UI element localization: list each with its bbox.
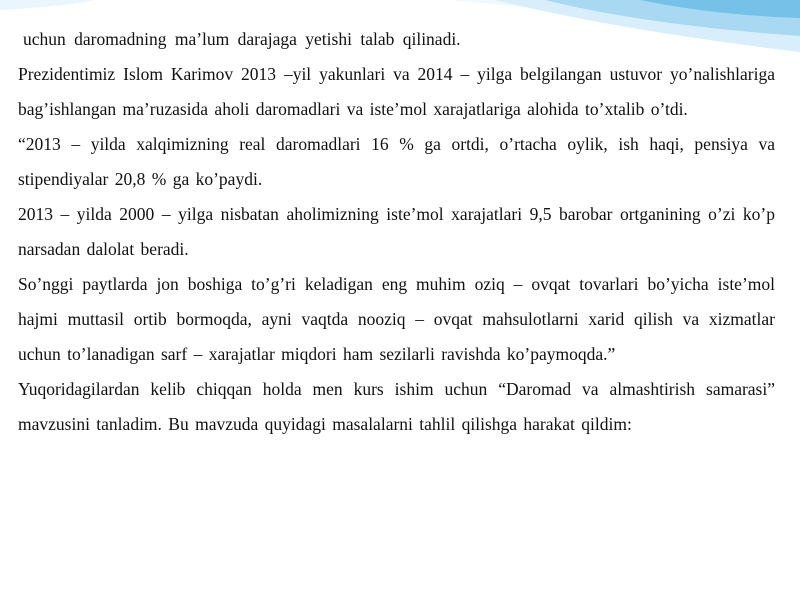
paragraph-president-address: Prezidentimiz Islom Karimov 2013 –yil yakunlari va 2014 – yilga belgilangan ustuvor yo’nalishlariga bag’ishlangan ma’ruzasida aholi daromadlari va iste’mol xarajatlariga alohida to’xtalib o’tdi.	[18, 64, 775, 119]
paragraph-topic-choice: Yuqoridagilardan kelib chiqqan holda men kurs ishim uchun “Daromad va almashtirish samarasi” mavzusini tanladim. Bu mavzuda quyidagi masalalarni tahlil qilishga harakat qildim:	[18, 379, 775, 434]
paragraph-income-growth: “2013 – yilda xalqimizning real daromadlari 16 % ga ortdi, o’rtacha oylik, ish haqi, pensiya va stipendiyalar 20,8 % ga ko’paydi.	[18, 134, 775, 189]
paragraph-consumption-trend: So’nggi paytlarda jon boshiga to’g’ri keladigan eng muhim oziq – ovqat tovarlari bo’yicha iste’mol hajmi muttasil ortib bormoqda, ayni vaqtda nooziq – ovqat mahsulotlarni xarid qilish va xizmatlar uchun to’lanadigan sarf – xarajatlar miqdori ham sezilarli ravishda ko’paymoqda.”	[18, 274, 775, 364]
intro-line: uchun daromadning ma’lum darajaga yetishi talab qilinadi.	[23, 29, 461, 49]
paragraph-consumption-growth: 2013 – yilda 2000 – yilga nisbatan aholimizning iste’mol xarajatlari 9,5 barobar ortganining o’zi ko’p narsadan dalolat beradi.	[18, 204, 775, 259]
slide-body	[18, 22, 775, 442]
